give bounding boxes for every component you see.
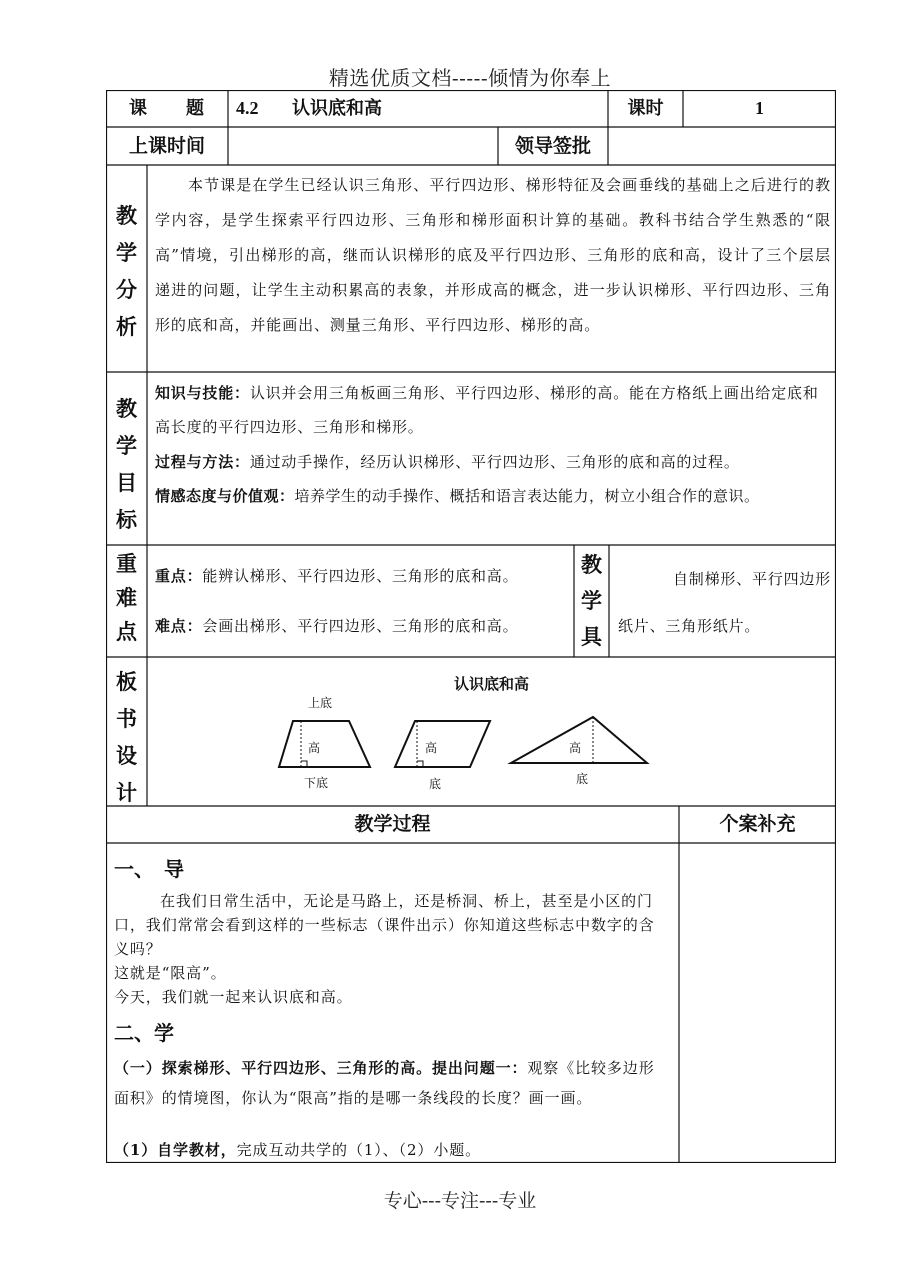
lesson-plan-table (106, 90, 836, 1163)
tools-text-line2: 纸片、三角形纸片。 (618, 617, 761, 635)
trapezoid-height-label: 高 (308, 741, 321, 755)
parallelogram-shape (395, 721, 490, 767)
process-header: 教学过程 (354, 813, 431, 835)
topic-number: 4.2 (236, 98, 259, 118)
tools-label-char: 教 (581, 552, 602, 577)
triangle-height-label: 高 (569, 741, 582, 755)
board-label-char: 设 (116, 743, 137, 768)
analysis-label (106, 165, 147, 372)
triangle-shape (511, 717, 647, 763)
key-point-text: 能辨认梯形、平行四边形、三角形的底和高。 (202, 567, 519, 585)
section2-item (114, 1139, 670, 1161)
trapezoid-shape (279, 721, 370, 767)
trapezoid-top-label: 上底 (308, 696, 333, 710)
goals-label (106, 372, 147, 545)
analysis-label-char: 析 (116, 314, 137, 339)
section2-question (114, 1053, 670, 1113)
period-value: 1 (755, 98, 764, 118)
analysis-label-char: 分 (116, 277, 137, 302)
goals-label-char: 教 (116, 396, 137, 421)
goals-knowledge-text: 认识并会用三角板画三角形、平行四边形、梯形的高。能在方格纸上画出给定底和高长度的平行四边形、三角形和梯形。 (155, 384, 819, 436)
time-value[interactable] (228, 127, 498, 165)
section2-question-text: 观察《比较多边形面积》的情境图，你认为“限高”指的是哪一条线段的长度？画一画。 (114, 1059, 655, 1107)
goals-label-char: 标 (116, 507, 137, 532)
keypoints-label-char: 重 (116, 551, 137, 576)
goals-emotion-title: 情感态度与价值观： (155, 487, 295, 505)
triangle-base-label: 底 (576, 772, 589, 786)
approval-value[interactable] (608, 127, 836, 165)
section2-item-text: 完成互动共学的（1）、（2）小题。 (236, 1141, 482, 1159)
section1-title: 一、 导 (114, 857, 184, 881)
keypoints-label (106, 545, 147, 657)
supplement-area[interactable] (679, 843, 836, 1163)
tools-label-char: 具 (581, 624, 602, 649)
section2-question-title: （一）探索梯形、平行四边形、三角形的高。提出问题一： (114, 1059, 528, 1077)
hard-point (155, 615, 570, 636)
goals-process (155, 445, 831, 479)
section1-para2: 这就是“限高”。 (114, 964, 227, 982)
analysis-label-char: 教 (116, 203, 137, 228)
keypoints-label-char: 点 (116, 619, 137, 644)
topic-label: 课 题 (129, 98, 205, 119)
board-label-char: 板 (116, 669, 137, 694)
parallelogram-base-label: 底 (429, 777, 442, 791)
trapezoid-bottom-label: 下底 (304, 776, 329, 790)
board-title: 认识底和高 (453, 675, 529, 693)
page-header: 精选优质文档-----倾情为你奉上 (328, 66, 612, 90)
goals-process-title: 过程与方法： (155, 453, 250, 471)
section2-item-title: （1）自学教材， (114, 1141, 237, 1159)
board-label-char: 书 (116, 706, 137, 731)
goals-emotion-text: 培养学生的动手操作、概括和语言表达能力，树立小组合作的意识。 (294, 487, 760, 505)
section2-title: 二、学 (114, 1021, 174, 1045)
goals-label-char: 目 (116, 470, 137, 495)
goals-process-text: 通过动手操作，经历认识梯形、平行四边形、三角形的底和高的过程。 (249, 453, 740, 471)
supplement-header: 个案补充 (719, 813, 796, 835)
page-footer: 专心---专注---专业 (383, 1190, 537, 1212)
section1-para3: 今天，我们就一起来认识底和高。 (114, 988, 353, 1006)
goals-emotion (155, 479, 835, 513)
hard-point-text: 会画出梯形、平行四边形、三角形的底和高。 (202, 617, 519, 635)
analysis-text: 本节课是在学生已经认识三角形、平行四边形、梯形特征及会画垂线的基础上之后进行的教学内容，是学生探索平行四边形、三角形和梯形面积计算的基础。教科书结合学生熟悉的“限高”情境，引出梯形的高，继而认识梯形的底及平行四边形、三角形的底和高，设计了三个层层递进的问题，让学生主动积累高的表象，并形成高的概念，进一步认识梯形、平行四边形、三角形的底和高，并能画出、测量三角形、平行四边形、梯形的高。 (155, 176, 831, 334)
period-label: 课时 (627, 98, 664, 119)
topic-title: 认识底和高 (292, 98, 382, 119)
keypoints-label-char: 难 (116, 585, 137, 610)
hard-point-title: 难点： (155, 617, 203, 635)
tools-text-line1: 自制梯形、平行四边形 (672, 570, 831, 588)
goals-knowledge-title: 知识与技能： (155, 384, 250, 402)
goals-label-char: 学 (116, 433, 137, 458)
parallelogram-height-label: 高 (425, 741, 438, 755)
board-diagram (106, 657, 836, 806)
goals-knowledge (155, 376, 831, 444)
analysis-label-char: 学 (116, 240, 137, 265)
approval-label: 领导签批 (514, 135, 591, 157)
time-label: 上课时间 (128, 135, 205, 157)
key-point (155, 565, 570, 586)
key-point-title: 重点： (155, 567, 203, 585)
section1-para1: 在我们日常生活中，无论是马路上，还是桥洞、桥上，甚至是小区的门口，我们常常会看到这样的一些标志（课件出示）你知道这些标志中数字的含义吗？ (114, 892, 655, 958)
tools-label-char: 学 (581, 588, 602, 613)
board-label-char: 计 (116, 780, 137, 805)
tools-label (574, 545, 609, 657)
